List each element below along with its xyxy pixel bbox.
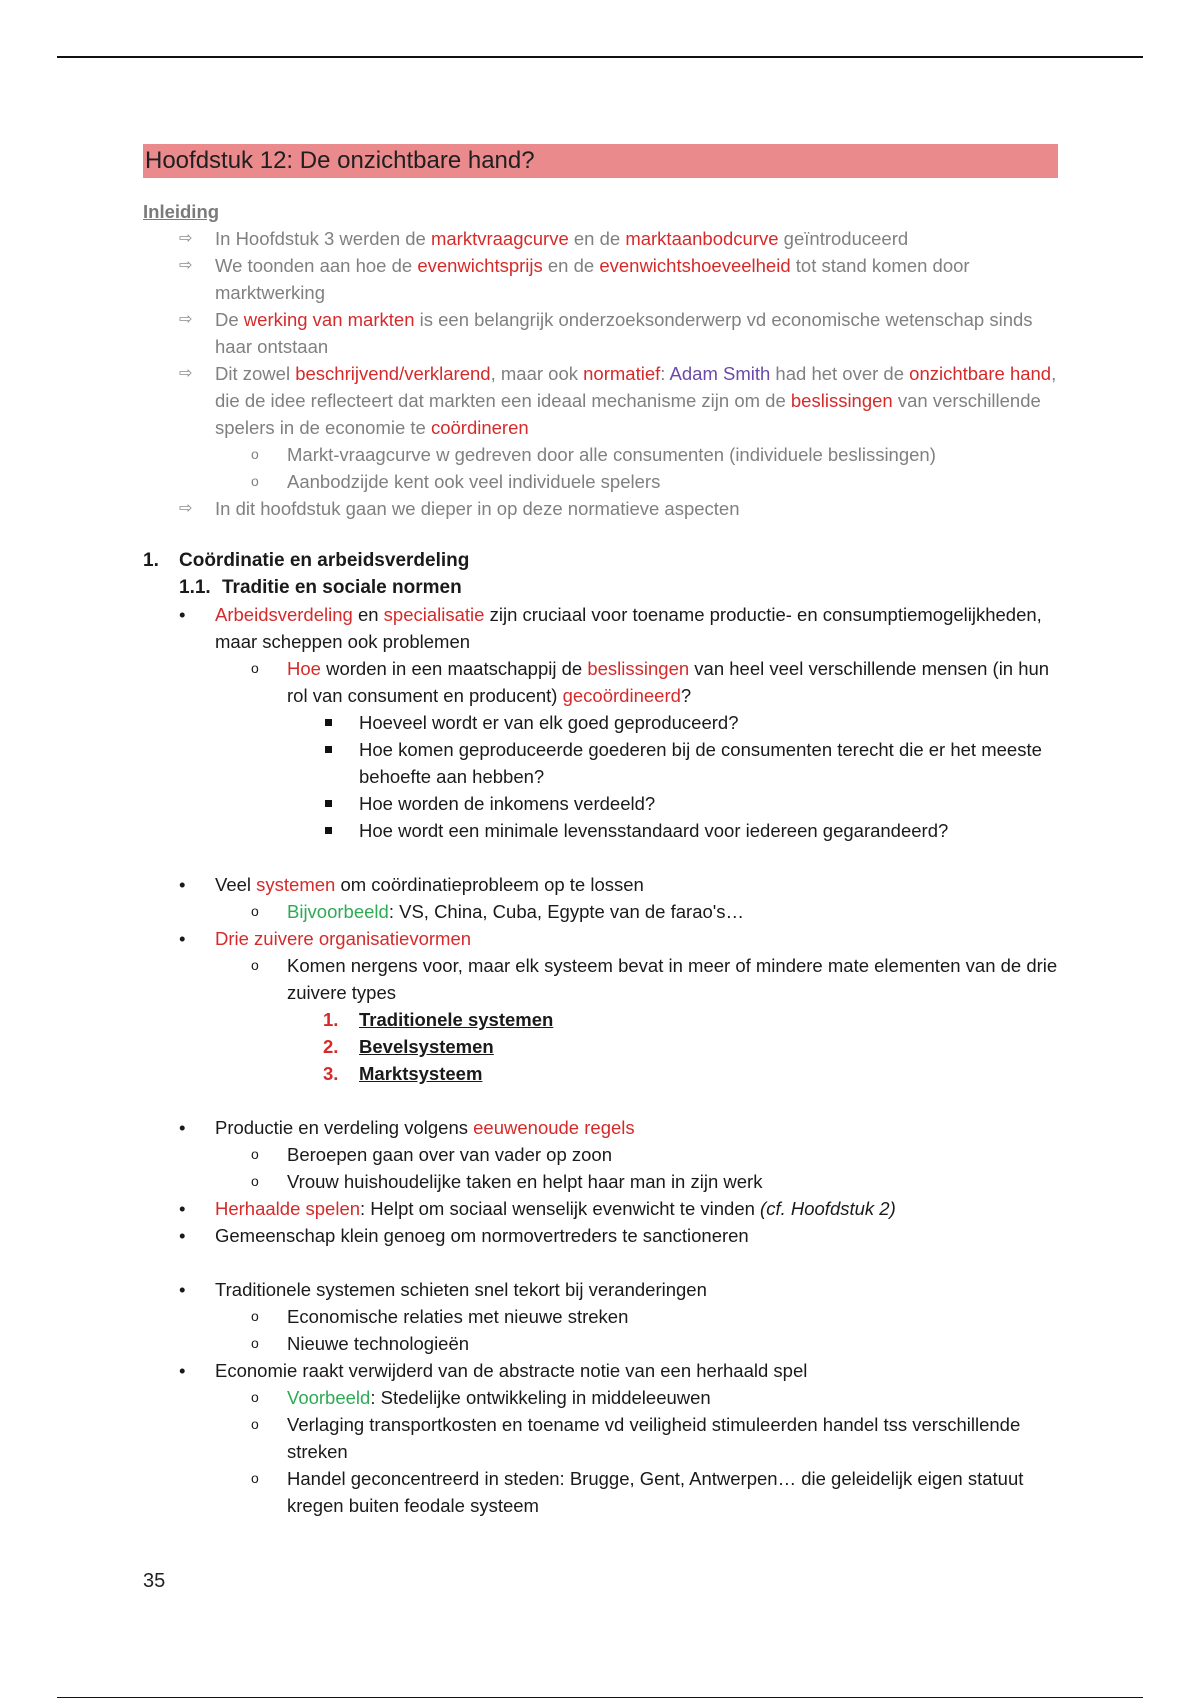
document-page bbox=[143, 144, 1058, 1519]
intro-block bbox=[143, 198, 1058, 522]
intro-subitem: o Aanbodzijde kent ook veel individuele spelers bbox=[143, 468, 1058, 495]
subsection-heading: 1.1. Traditie en sociale normen bbox=[179, 577, 462, 598]
bullet-item: • Gemeenschap klein genoeg om normovertreders te sanctioneren bbox=[143, 1222, 1058, 1249]
circle-bullet-icon: o bbox=[251, 903, 259, 919]
top-rule bbox=[57, 56, 1143, 58]
square-bullet-icon bbox=[325, 827, 332, 834]
section-heading: 1. Coördinatie en arbeidsverdeling bbox=[143, 550, 470, 571]
intro-item: ⇨ Dit zowel beschrijvend/verklarend, maar ook normatief: Adam Smith had het over de onzichtbare hand, die de idee reflecteert dat markten een ideaal mechanisme zijn om de beslissingen van verschillende spelers in de economie te coördineren bbox=[143, 360, 1058, 441]
intro-subitem: o Markt-vraagcurve w gedreven door alle consumenten (individuele beslissingen) bbox=[143, 441, 1058, 468]
arrow-icon: ⇨ bbox=[179, 311, 193, 328]
bullet-item: • Productie en verdeling volgens eeuwenoude regels bbox=[143, 1114, 1058, 1141]
bullet-icon: • bbox=[179, 1225, 186, 1246]
square-bullet-item: Hoeveel wordt er van elk goed geproduceerd? bbox=[143, 709, 1058, 736]
circle-bullet-icon: o bbox=[251, 957, 259, 973]
bullet-item: • Arbeidsverdeling en specialisatie zijn cruciaal voor toename productie- en consumptiemogelijkheden, maar scheppen ook problemen bbox=[143, 601, 1058, 655]
sub-bullet-item: o Bijvoorbeeld: VS, China, Cuba, Egypte van de farao's… bbox=[143, 898, 1058, 925]
chapter-title: Hoofdstuk 12: De onzichtbare hand? bbox=[143, 144, 1058, 178]
square-bullet-icon bbox=[325, 800, 332, 807]
circle-bullet-icon: o bbox=[251, 1416, 259, 1432]
sub-bullet-item: o Economische relaties met nieuwe streken bbox=[143, 1303, 1058, 1330]
circle-bullet-icon: o bbox=[251, 1470, 259, 1486]
bullet-item: • Economie raakt verwijderd van de abstracte notie van een herhaald spel bbox=[143, 1357, 1058, 1384]
intro-item: ⇨ De werking van markten is een belangrijk onderzoeksonderwerp vd economische wetenschap sinds haar ontstaan bbox=[143, 306, 1058, 360]
intro-item: ⇨ In Hoofdstuk 3 werden de marktvraagcurve en de marktaanbodcurve geïntroduceerd bbox=[143, 225, 1058, 252]
intro-heading: Inleiding bbox=[143, 201, 220, 222]
circle-bullet-icon: o bbox=[251, 1389, 259, 1405]
circle-bullet-icon: o bbox=[251, 446, 259, 462]
sub-bullet-item: o Verlaging transportkosten en toename vd veiligheid stimuleerden handel tss verschillende streken bbox=[143, 1411, 1058, 1465]
bullet-item: • Herhaalde spelen: Helpt om sociaal wenselijk evenwicht te vinden (cf. Hoofdstuk 2) bbox=[143, 1195, 1058, 1222]
sub-bullet-item: o Vrouw huishoudelijke taken en helpt haar man in zijn werk bbox=[143, 1168, 1058, 1195]
circle-bullet-icon: o bbox=[251, 1173, 259, 1189]
sub-bullet-item: o Voorbeeld: Stedelijke ontwikkeling in middeleeuwen bbox=[143, 1384, 1058, 1411]
intro-item: ⇨ In dit hoofdstuk gaan we dieper in op deze normatieve aspecten bbox=[143, 495, 1058, 522]
bullet-icon: • bbox=[179, 604, 186, 625]
square-bullet-item: Hoe wordt een minimale levensstandaard voor iedereen gegarandeerd? bbox=[143, 817, 1058, 844]
bullet-icon: • bbox=[179, 1198, 186, 1219]
arrow-icon: ⇨ bbox=[179, 257, 193, 274]
arrow-icon: ⇨ bbox=[179, 365, 193, 382]
bottom-rule bbox=[57, 1697, 1143, 1698]
page-number: 35 bbox=[143, 1570, 166, 1592]
bullet-item: • Traditionele systemen schieten snel tekort bij veranderingen bbox=[143, 1276, 1058, 1303]
sub-bullet-item: o Komen nergens voor, maar elk systeem bevat in meer of mindere mate elementen van de drie zuivere types bbox=[143, 952, 1058, 1006]
section-body bbox=[143, 547, 1058, 1519]
bullet-icon: • bbox=[179, 1279, 186, 1300]
circle-bullet-icon: o bbox=[251, 1146, 259, 1162]
circle-bullet-icon: o bbox=[251, 1335, 259, 1351]
bullet-icon: • bbox=[179, 1117, 186, 1138]
circle-bullet-icon: o bbox=[251, 473, 259, 489]
sub-bullet-item: o Nieuwe technologieën bbox=[143, 1330, 1058, 1357]
numbered-type: 2. Bevelsystemen bbox=[323, 1036, 494, 1057]
bullet-icon: • bbox=[179, 1360, 186, 1381]
circle-bullet-icon: o bbox=[251, 660, 259, 676]
numbered-type: 3. Marktsysteem bbox=[323, 1063, 483, 1084]
square-bullet-icon bbox=[325, 719, 332, 726]
bullet-item: • Drie zuivere organisatievormen bbox=[143, 925, 1058, 952]
intro-item: ⇨ We toonden aan hoe de evenwichtsprijs en de evenwichtshoeveelheid tot stand komen door marktwerking bbox=[143, 252, 1058, 306]
square-bullet-icon bbox=[325, 746, 332, 753]
bullet-icon: • bbox=[179, 874, 186, 895]
square-bullet-item: Hoe komen geproduceerde goederen bij de consumenten terecht die er het meeste behoefte aan hebben? bbox=[143, 736, 1058, 790]
circle-bullet-icon: o bbox=[251, 1308, 259, 1324]
square-bullet-item: Hoe worden de inkomens verdeeld? bbox=[143, 790, 1058, 817]
sub-bullet-item: o Hoe worden in een maatschappij de beslissingen van heel veel verschillende mensen (in hun rol van consument en producent) gecoördineerd? bbox=[143, 655, 1058, 709]
sub-bullet-item: o Handel geconcentreerd in steden: Brugge, Gent, Antwerpen… die geleidelijk eigen statuut kregen buiten feodale systeem bbox=[143, 1465, 1058, 1519]
bullet-icon: • bbox=[179, 928, 186, 949]
arrow-icon: ⇨ bbox=[179, 230, 193, 247]
sub-bullet-item: o Beroepen gaan over van vader op zoon bbox=[143, 1141, 1058, 1168]
arrow-icon: ⇨ bbox=[179, 500, 193, 517]
numbered-type: 1. Traditionele systemen bbox=[323, 1009, 554, 1030]
bullet-item: • Veel systemen om coördinatieprobleem op te lossen bbox=[143, 871, 1058, 898]
